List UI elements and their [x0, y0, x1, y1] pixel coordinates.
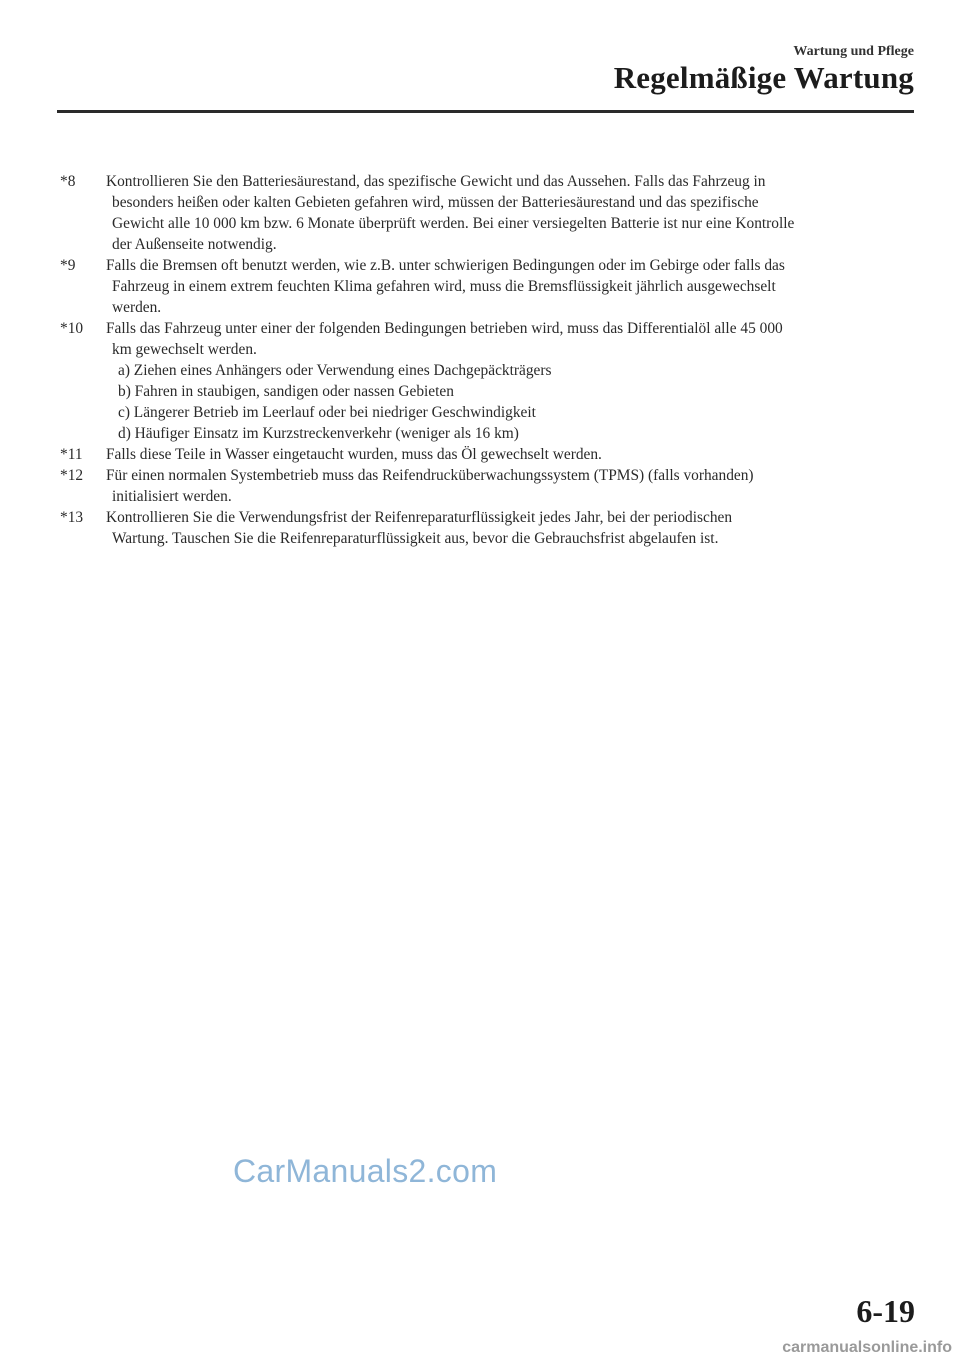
footnote-line: Falls das Fahrzeug unter einer der folgenden Bedingungen betrieben wird, muss das Differentialöl alle 45 000: [106, 320, 783, 337]
footnote-8: [60, 171, 920, 255]
watermark-link[interactable]: CarManuals2.com: [233, 1153, 498, 1189]
footnote-number: *10: [60, 320, 84, 337]
condition-item-b: b) Fahren in staubigen, sandigen oder nassen Gebieten: [118, 383, 454, 400]
footnote-11: [60, 444, 920, 465]
footnote-line: der Außenseite notwendig.: [112, 236, 277, 253]
condition-item-d: d) Häufiger Einsatz im Kurzstreckenverkehr (weniger als 16 km): [118, 425, 519, 442]
footnote-line: Kontrollieren Sie den Batteriesäurestand, das spezifische Gewicht und das Aussehen. Falls das Fahrzeug in: [106, 173, 766, 190]
footnote-line: Wartung. Tauschen Sie die Reifenreparaturflüssigkeit aus, bevor die Gebrauchsfrist abgelaufen ist.: [112, 530, 719, 547]
footnote-12: [60, 465, 920, 507]
footnote-number: *13: [60, 509, 84, 526]
footnote-number: *9: [60, 257, 76, 274]
footnote-10: [60, 318, 920, 444]
chapter-heading: Wartung und Pflege: [793, 44, 914, 59]
footnote-line: Falls die Bremsen oft benutzt werden, wie z.B. unter schwierigen Bedingungen oder im Gebirge oder falls das: [106, 257, 785, 274]
footnote-line: Falls diese Teile in Wasser eingetaucht wurden, muss das Öl gewechselt werden.: [106, 446, 602, 463]
footnote-line: initialisiert werden.: [112, 488, 232, 505]
condition-item-c: c) Längerer Betrieb im Leerlauf oder bei niedriger Geschwindigkeit: [118, 404, 536, 421]
footnote-line: Kontrollieren Sie die Verwendungsfrist der Reifenreparaturflüssigkeit jedes Jahr, bei der periodischen: [106, 509, 733, 526]
footnote-number: *11: [60, 446, 83, 463]
page-number: 6-19: [856, 1293, 915, 1329]
footnote-line: Für einen normalen Systembetrieb muss das Reifendrucküberwachungssystem (TPMS) (falls vorhanden): [106, 467, 754, 484]
condition-item-a: a) Ziehen eines Anhängers oder Verwendung eines Dachgepäckträgers: [118, 362, 552, 379]
footnote-line: Fahrzeug in einem extrem feuchten Klima gefahren wird, muss die Bremsflüssigkeit jährlich ausgewechselt: [112, 278, 776, 295]
footnote-line: km gewechselt werden.: [112, 341, 257, 358]
footnote-line: werden.: [112, 299, 162, 316]
footnote-line: Gewicht alle 10 000 km bzw. 6 Monate überprüft werden. Bei einer versiegelten Batterie ist nur eine Kontrolle: [112, 215, 795, 232]
footnote-list: [60, 171, 920, 549]
footnote-line: besonders heißen oder kalten Gebieten gefahren wird, müssen der Batteriesäurestand und das spezifische: [112, 194, 759, 211]
footnote-number: *12: [60, 467, 84, 484]
footer-watermark-link[interactable]: carmanualsonline.info: [782, 1339, 952, 1356]
footnote-9: [60, 255, 920, 318]
footnote-13: [60, 507, 920, 549]
footnote-number: *8: [60, 173, 76, 190]
title-divider: [57, 110, 914, 113]
page-title: Regelmäßige Wartung: [613, 60, 914, 95]
